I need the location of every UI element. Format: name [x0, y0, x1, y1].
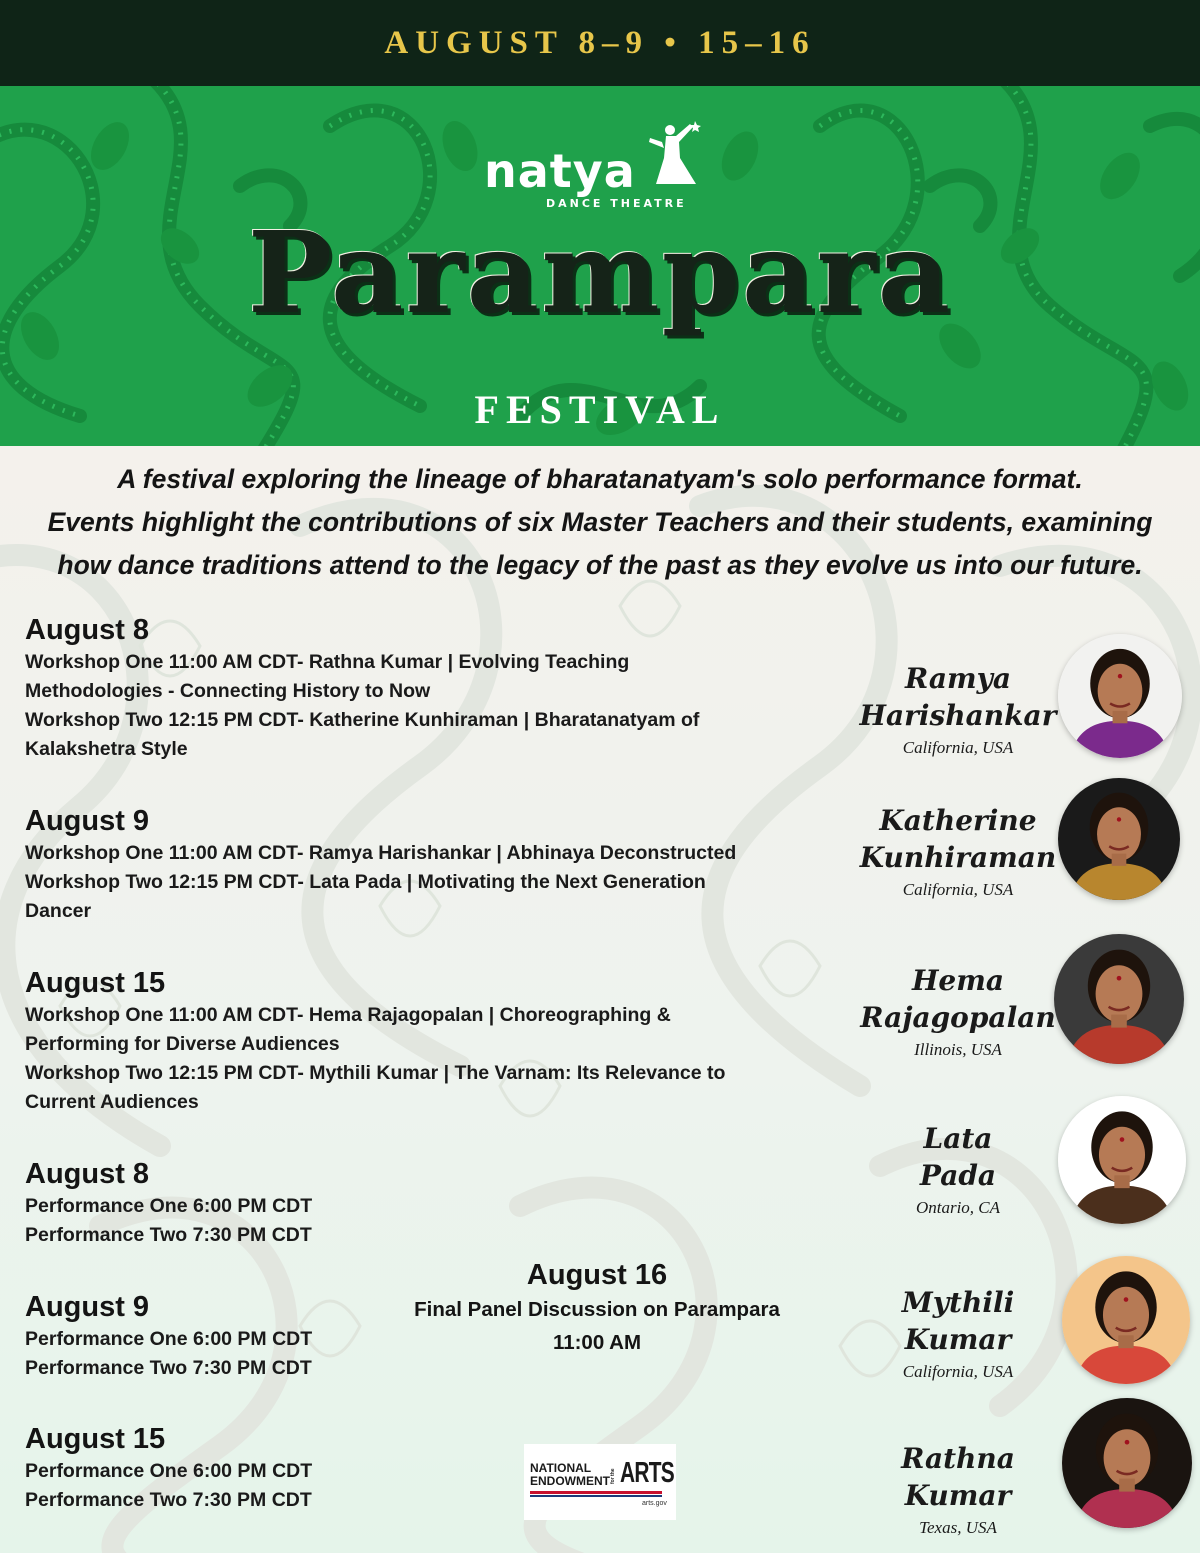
teacher-photo-katherine-kunhiraman	[1058, 778, 1180, 900]
teacher-last-name: Kumar	[904, 1323, 1012, 1356]
schedule-line: Workshop Two 12:15 PM CDT- Lata Pada | Motivating the Next Generation	[25, 871, 706, 893]
teacher-location: California, USA	[902, 880, 1014, 899]
schedule-line: Performance One 6:00 PM CDT	[25, 1460, 313, 1482]
schedule-line: Kalakshetra Style	[25, 738, 188, 760]
teacher-last-name: Kumar	[904, 1479, 1012, 1512]
schedule-date: August 9	[25, 805, 150, 837]
natya-logo	[480, 118, 720, 214]
teacher-location: Texas, USA	[919, 1518, 997, 1537]
portrait-illustration	[1058, 634, 1182, 758]
portrait-illustration	[1062, 1256, 1190, 1384]
schedule-line: Workshop Two 12:15 PM CDT- Mythili Kumar | The Varnam: Its Relevance to	[25, 1062, 726, 1084]
final-panel-time: 11:00 AM	[552, 1331, 642, 1354]
nea-for-the: for the	[610, 1468, 616, 1484]
festival-description	[0, 458, 1200, 587]
portrait-illustration	[1058, 1096, 1186, 1224]
schedule-line: Workshop One 11:00 AM CDT- Rathna Kumar | Evolving Teaching	[25, 651, 630, 673]
schedule-line: Current Audiences	[25, 1091, 199, 1113]
schedule-line: Performance One 6:00 PM CDT	[25, 1195, 313, 1217]
teacher-first-name: Mythili	[901, 1286, 1015, 1319]
teacher-first-name: Katherine	[879, 804, 1037, 837]
schedule-block-performances-aug15	[25, 1421, 385, 1515]
schedule-block-performances-aug9	[25, 1289, 385, 1383]
teacher-last-name: Rajagopalan	[860, 1001, 1056, 1034]
teacher-lata-pada	[848, 1120, 1068, 1220]
schedule-date: August 15	[25, 1423, 166, 1455]
teacher-first-name: Lata	[923, 1122, 993, 1155]
schedule-line: Workshop Two 12:15 PM CDT- Katherine Kunhiraman | Bharatanatyam of	[25, 709, 700, 731]
description-line: Events highlight the contributions of six Master Teachers and their students, examining	[47, 507, 1153, 537]
schedule-line: Performance Two 7:30 PM CDT	[25, 1489, 312, 1511]
schedule-date: August 9	[25, 1291, 150, 1323]
top-date-bar	[0, 0, 1200, 86]
teacher-photo-mythili-kumar	[1062, 1256, 1190, 1384]
teacher-location: California, USA	[902, 1362, 1014, 1381]
schedule-line: Methodologies - Connecting History to Now	[25, 680, 431, 702]
teacher-photo-hema-rajagopalan	[1054, 934, 1184, 1064]
schedule-line: Dancer	[25, 900, 92, 922]
teacher-last-name: Pada	[919, 1159, 997, 1192]
dancer-icon	[646, 118, 706, 198]
schedule-block-workshops-aug8	[25, 612, 805, 764]
teacher-photo-lata-pada	[1058, 1096, 1186, 1224]
portrait-illustration	[1062, 1398, 1192, 1528]
logo-wordmark: natya	[484, 144, 636, 198]
schedule-block-workshops-aug9	[25, 803, 805, 926]
schedule-date: August 8	[25, 614, 150, 646]
hero-banner	[0, 86, 1200, 446]
schedule-date: August 15	[25, 967, 166, 999]
nea-url: arts.gov	[642, 1500, 667, 1507]
teacher-ramya-harishankar	[848, 660, 1068, 760]
schedule-line: Performance Two 7:30 PM CDT	[25, 1224, 312, 1246]
teacher-photo-rathna-kumar	[1062, 1398, 1192, 1528]
teacher-first-name: Rathna	[901, 1442, 1015, 1475]
schedule-line: Workshop One 11:00 AM CDT- Ramya Harishankar | Abhinaya Deconstructed	[25, 842, 737, 864]
teacher-location: California, USA	[902, 738, 1014, 757]
schedule-line: Performance One 6:00 PM CDT	[25, 1328, 313, 1350]
teacher-photo-ramya-harishankar	[1058, 634, 1182, 758]
nea-red-rule	[530, 1491, 662, 1494]
teacher-first-name: Ramya	[904, 662, 1012, 695]
final-panel-title: Final Panel Discussion on Parampara	[414, 1298, 780, 1321]
teacher-location: Ontario, CA	[915, 1198, 1001, 1217]
nea-line1: NATIONAL	[530, 1461, 592, 1475]
teacher-rathna-kumar	[848, 1440, 1068, 1540]
festival-subtitle: FESTIVAL	[474, 387, 726, 432]
schedule-block-performances-aug8	[25, 1156, 385, 1250]
portrait-illustration	[1054, 934, 1184, 1064]
final-panel-date: August 16	[526, 1259, 668, 1291]
schedule-line: Performing for Diverse Audiences	[25, 1033, 340, 1055]
nea-blue-rule	[530, 1495, 662, 1497]
description-line: A festival exploring the lineage of bharatanatyam's solo performance format.	[117, 464, 1083, 494]
final-panel-block	[390, 1257, 804, 1359]
teacher-last-name: Kunhiraman	[859, 841, 1057, 874]
schedule-block-workshops-aug15	[25, 965, 805, 1117]
teacher-location: Illinois, USA	[914, 1040, 1002, 1059]
schedule-line: Workshop One 11:00 AM CDT- Hema Rajagopalan | Choreographing &	[25, 1004, 671, 1026]
teacher-last-name: Harishankar	[859, 699, 1057, 732]
teacher-first-name: Hema	[911, 964, 1005, 997]
schedule-line: Performance Two 7:30 PM CDT	[25, 1357, 312, 1379]
festival-dates: AUGUST 8–9 • 15–16	[384, 24, 816, 61]
schedule-date: August 8	[25, 1158, 150, 1190]
description-line: how dance traditions attend to the legacy of the past as they evolve us into our future.	[57, 550, 1143, 580]
teacher-mythili-kumar	[848, 1284, 1068, 1384]
teacher-katherine-kunhiraman	[848, 802, 1068, 902]
nea-line2: ENDOWMENT	[530, 1474, 610, 1488]
nea-arts: ARTS	[620, 1457, 674, 1489]
portrait-illustration	[1058, 778, 1180, 900]
logo-subtitle: DANCE THEATRE	[546, 197, 687, 210]
teacher-hema-rajagopalan	[848, 962, 1068, 1062]
festival-title: Parampara	[247, 208, 953, 339]
nea-sponsor-logo	[524, 1444, 676, 1520]
